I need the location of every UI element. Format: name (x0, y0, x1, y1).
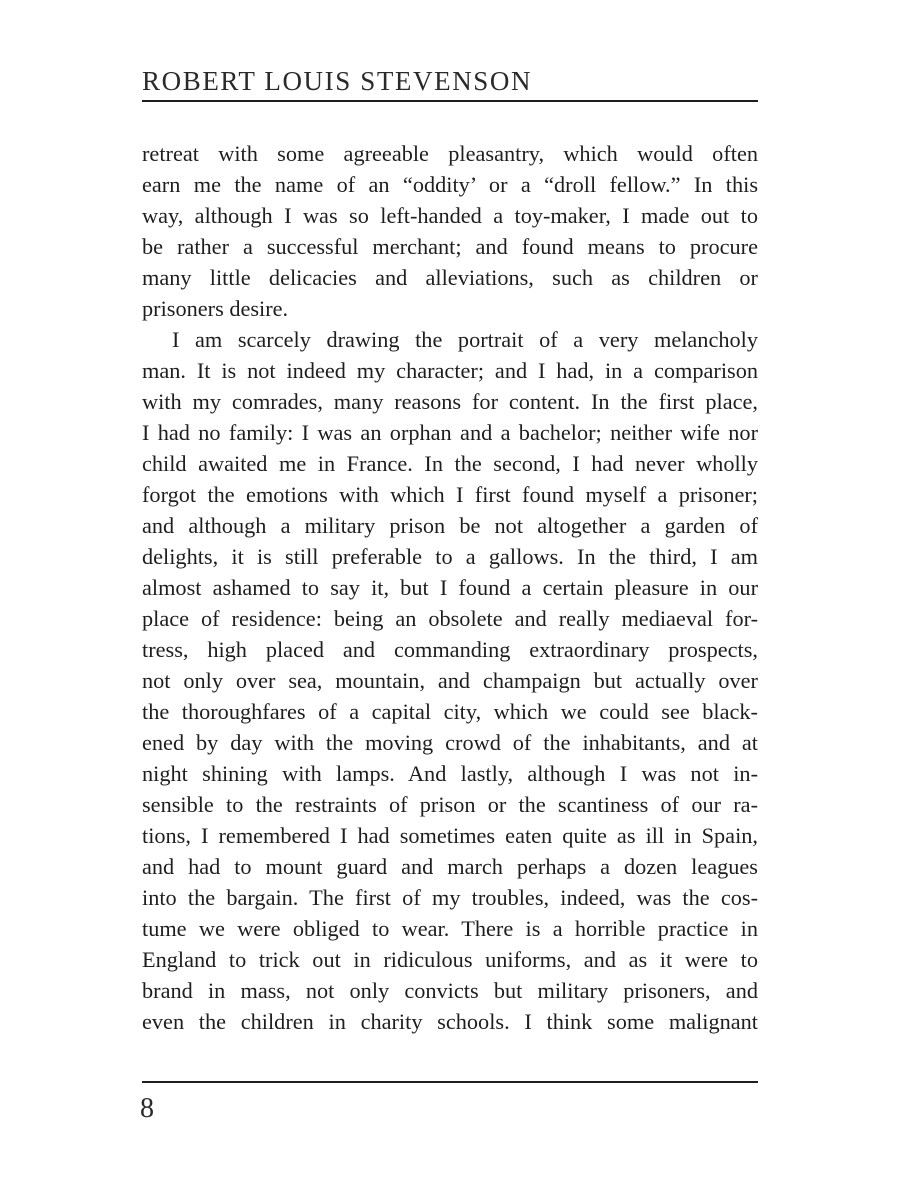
text-line: many little delicacies and alleviations, such as children or (142, 265, 758, 290)
text-line: the thoroughfares of a capital city, which we could see black- (142, 699, 758, 724)
text-line: way, although I was so left-handed a toy-maker, I made out to (142, 203, 758, 228)
text-line: tume we were obliged to wear. There is a horrible practice in (142, 916, 758, 941)
text-line: tress, high placed and commanding extraordinary prospects, (142, 637, 758, 662)
text-line: earn me the name of an “oddity’ or a “droll fellow.” In this (142, 172, 758, 197)
paragraph-2 (142, 324, 758, 1037)
text-line: child awaited me in France. In the second, I had never wholly (142, 451, 758, 476)
text-line: even the children in charity schools. I think some malignant (142, 1009, 758, 1034)
text-line: with my comrades, many reasons for content. In the first place, (142, 389, 758, 414)
text-line: retreat with some agreeable pleasantry, which would often (142, 141, 758, 166)
text-line: into the bargain. The first of my troubles, indeed, was the cos- (142, 885, 758, 910)
header-rule (142, 100, 758, 102)
text-line: sensible to the restraints of prison or the scantiness of our ra- (142, 792, 758, 817)
text-line: not only over sea, mountain, and champaign but actually over (142, 668, 758, 693)
text-line: I had no family: I was an orphan and a bachelor; neither wife nor (142, 420, 758, 445)
text-line: night shining with lamps. And lastly, although I was not in- (142, 761, 758, 786)
text-line: and although a military prison be not altogether a garden of (142, 513, 758, 538)
text-line: delights, it is still preferable to a gallows. In the third, I am (142, 544, 758, 569)
text-line: man. It is not indeed my character; and I had, in a comparison (142, 358, 758, 383)
running-head-title: ROBERT LOUIS STEVENSON (142, 66, 533, 96)
text-line: I am scarcely drawing the portrait of a very melancholy (172, 327, 758, 352)
text-line: almost ashamed to say it, but I found a certain pleasure in our (142, 575, 758, 600)
footer-rule (142, 1081, 758, 1083)
page-body (142, 138, 758, 1037)
text-line: prisoners desire. (142, 296, 289, 321)
text-line: tions, I remembered I had sometimes eaten quite as ill in Spain, (142, 823, 758, 848)
paragraph-1 (142, 138, 758, 324)
text-line: be rather a successful merchant; and found means to procure (142, 234, 758, 259)
text-line: brand in mass, not only convicts but military prisoners, and (142, 978, 758, 1003)
text-line: place of residence: being an obsolete and really mediaeval for- (142, 606, 758, 631)
text-line: forgot the emotions with which I first found myself a prisoner; (142, 482, 758, 507)
text-line: England to trick out in ridiculous uniforms, and as it were to (142, 947, 758, 972)
text-line: and had to mount guard and march perhaps a dozen leagues (142, 854, 758, 879)
page-number: 8 (140, 1093, 154, 1124)
text-line: ened by day with the moving crowd of the inhabitants, and at (142, 730, 758, 755)
